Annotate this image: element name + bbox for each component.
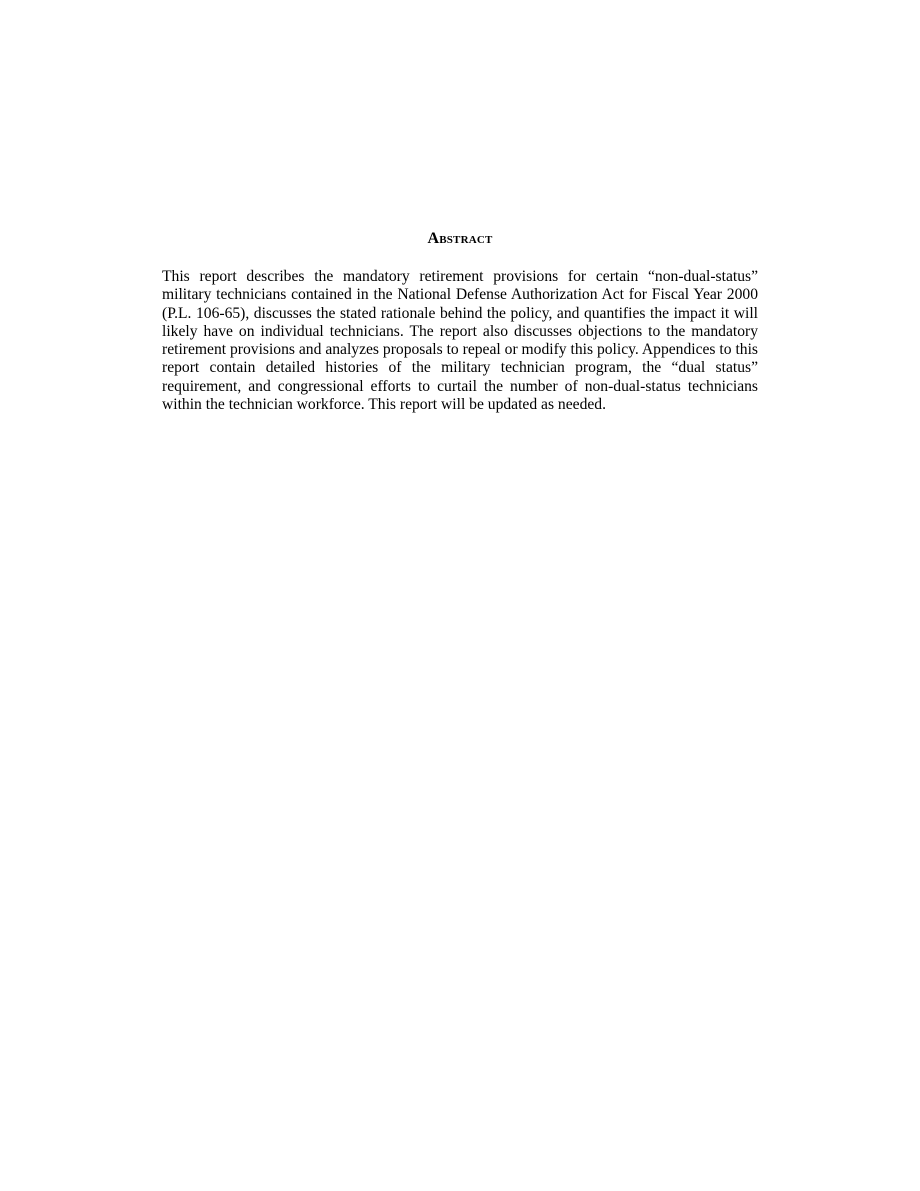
abstract-body: This report describes the mandatory retirement provisions for certain “non-dual-status” military technicians contained in the National Defense Authorization Act for Fiscal Year 2000 (P.L. 106-65), discusses the stated rationale behind the policy, and quantifies the impact it will likely have on individual technicians. The report also discusses objections to the mandatory retirement provisions and analyzes proposals to repeal or modify this policy. Appendices to this report contain detailed histories of the military technician program, the “dual status” requirement, and congressional efforts to curtail the number of non-dual-status technicians within the technician workforce. This report will be updated as needed. xyxy=(162,268,758,414)
abstract-heading: Abstract xyxy=(427,230,493,247)
